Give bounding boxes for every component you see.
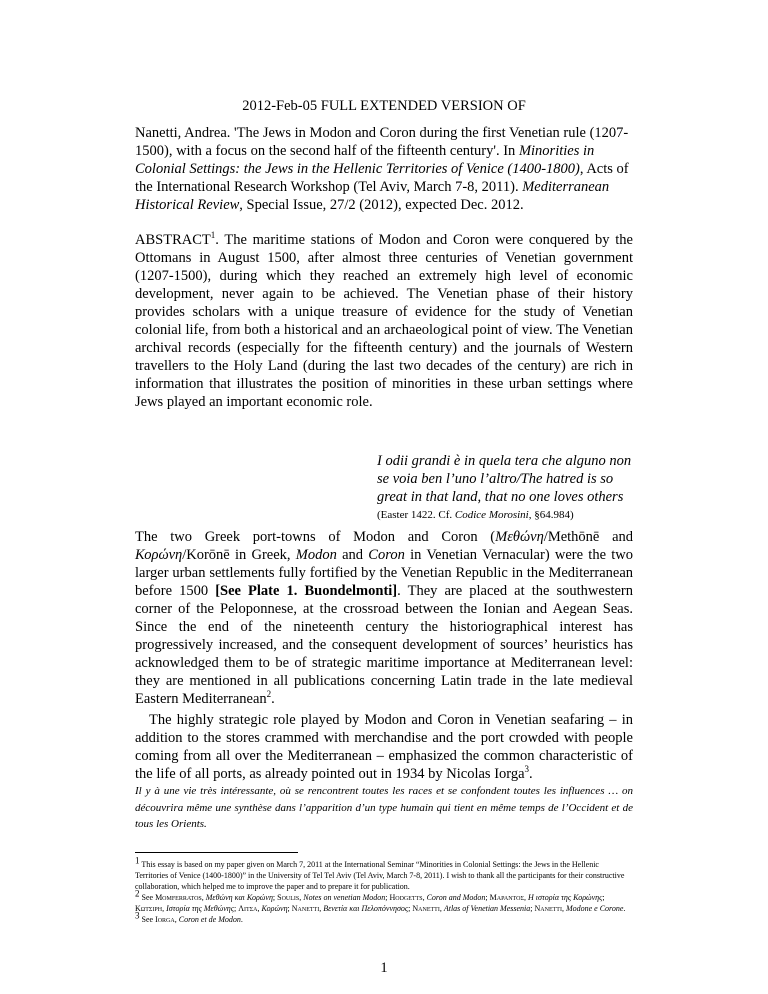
block-quote: Il y à une vie très intéressante, où se rencontrent toutes les races et se confondent toutes les influences … on découvrira même une synthèse dans l’apparition d’un type humain qui tient en même temps de l’Occident et de tous les Orients.: [135, 785, 633, 830]
bibliographic-citation: Nanetti, Andrea. 'The Jews in Modon and Coron during the first Venetian rule (1207-1500), with a focus on the second half of the fifteenth century'. In Minorities in Colonial Settings: the Jews in the Hellenic Territories of Venice (1400-1800), Acts of the International Research Workshop (Tel Aviv, March 7-8, 2011). Mediterranean Historical Review, Special Issue, 27/2 (2012), expected Dec. 2012.: [135, 125, 629, 213]
body-paragraph: The highly strategic role played by Modon and Coron in Venetian seafaring – in addition to the stores crammed with merchandise and the port crowded with people coming from all over the Mediterranean – emphasized the common characteristic of the life of all ports, as already pointed out in 1934 by Nicolas Iorga$^3$.: [135, 712, 633, 782]
epigraph-quote: I odii grandi è in quela tera che alguno non se voia ben l’uno l’altro/The hatred is so great in that land, that no one loves others: [377, 453, 632, 505]
page-number: 1: [380, 960, 388, 976]
plate-reference: [See Plate 1. Buondelmonti]: [215, 583, 398, 599]
book-title: Minorities in Colonial Settings: the Jews in the Hellenic Territories of Venice (1400-1800): [135, 143, 595, 177]
footnote: $^3$ See Iorga, Coron et de Modon.: [135, 910, 243, 924]
journal-title: Mediterranean Historical Review: [135, 179, 610, 213]
footnote: $^2$ See Momferratos, Μεθώνη και Κορώνη; Soulis, Notes on venetian Modon; Hodgetts, Coron and Modon; Μαραντος, Η ιστορία της Κορώνης; Κωτσιρη, Ιστορία της Μεθώνης; Λιτσα, Κορώνη; Nanetti, Βενετία και Πελοπόννησος; Nanetti, Atlas of Venetian Messenia; Nanetti, Modone e Corone.: [135, 888, 626, 913]
abstract-label: ABSTRACT: [135, 232, 211, 248]
footnote-ref[interactable]: 2: [266, 689, 272, 700]
footnotes: [135, 855, 633, 925]
epigraph: [377, 452, 635, 523]
body-paragraph: The two Greek port-towns of Modon and Coron (Μεθώνη/Methōnē and Κορώνη/Korōnē in Greek, Modon and Coron in Venetian Vernacular) were the two larger urban settlements fully fortified by the Venetian Republic in the Mediterranean before 1500 [See Plate 1. Buondelmonti]. They are placed at the southwestern corner of the Peloponnese, at the crossroad between the Ionian and Aegean Seas. Since the end of the nineteenth century the historiographical interest has progressively increased, and the consequent development of sources’ heuristics has acknowledged them to be of strategic maritime importance at Mediterranean level: they are mentioned in all publications concerning Latin trade in the late medieval Eastern Mediterranean$^2$.: [135, 529, 634, 707]
abstract-paragraph: ABSTRACT$^1$. The maritime stations of Modon and Coron were conquered by the Ottomans in August 1500, after almost three centuries of Venetian government (1207-1500), during which they reached an extremely high level of economic development, never again to be achieved. The Venetian phase of their history provides scholars with a unique treasure of evidence for the study of Venetian colonial life, from both a historical and an archaeological point of view. The Venetian archival records (especially for the fifteenth century) and the journals of Western travellers to the Holy Land (during the last two decades of the century) are rich in information that illustrates the position of minorities in these urban settings where Jews played an important economic role.: [135, 230, 633, 410]
version-header: 2012-Feb-05 FULL EXTENDED VERSION OF: [242, 98, 526, 114]
epigraph-source: (Easter 1422. Cf. Codice Morosini, §64.984): [377, 509, 574, 521]
footnote-ref[interactable]: 3: [524, 764, 530, 775]
footnote: $^1$ This essay is based on my paper given on March 7, 2011 at the International Seminar “Minorities in Colonial Settings: the Jews in the Hellenic Territories of Venice (1400-1800)” in the University of Tel Tel Aviv (Tel Aviv, March 7-8, 2011). I wish to thank all the participants for their constructive collaboration, which helped me to improve the paper and to prepare it for publication.: [135, 855, 625, 891]
footnote-divider: [135, 852, 298, 853]
footnote-ref[interactable]: 1: [210, 230, 216, 241]
